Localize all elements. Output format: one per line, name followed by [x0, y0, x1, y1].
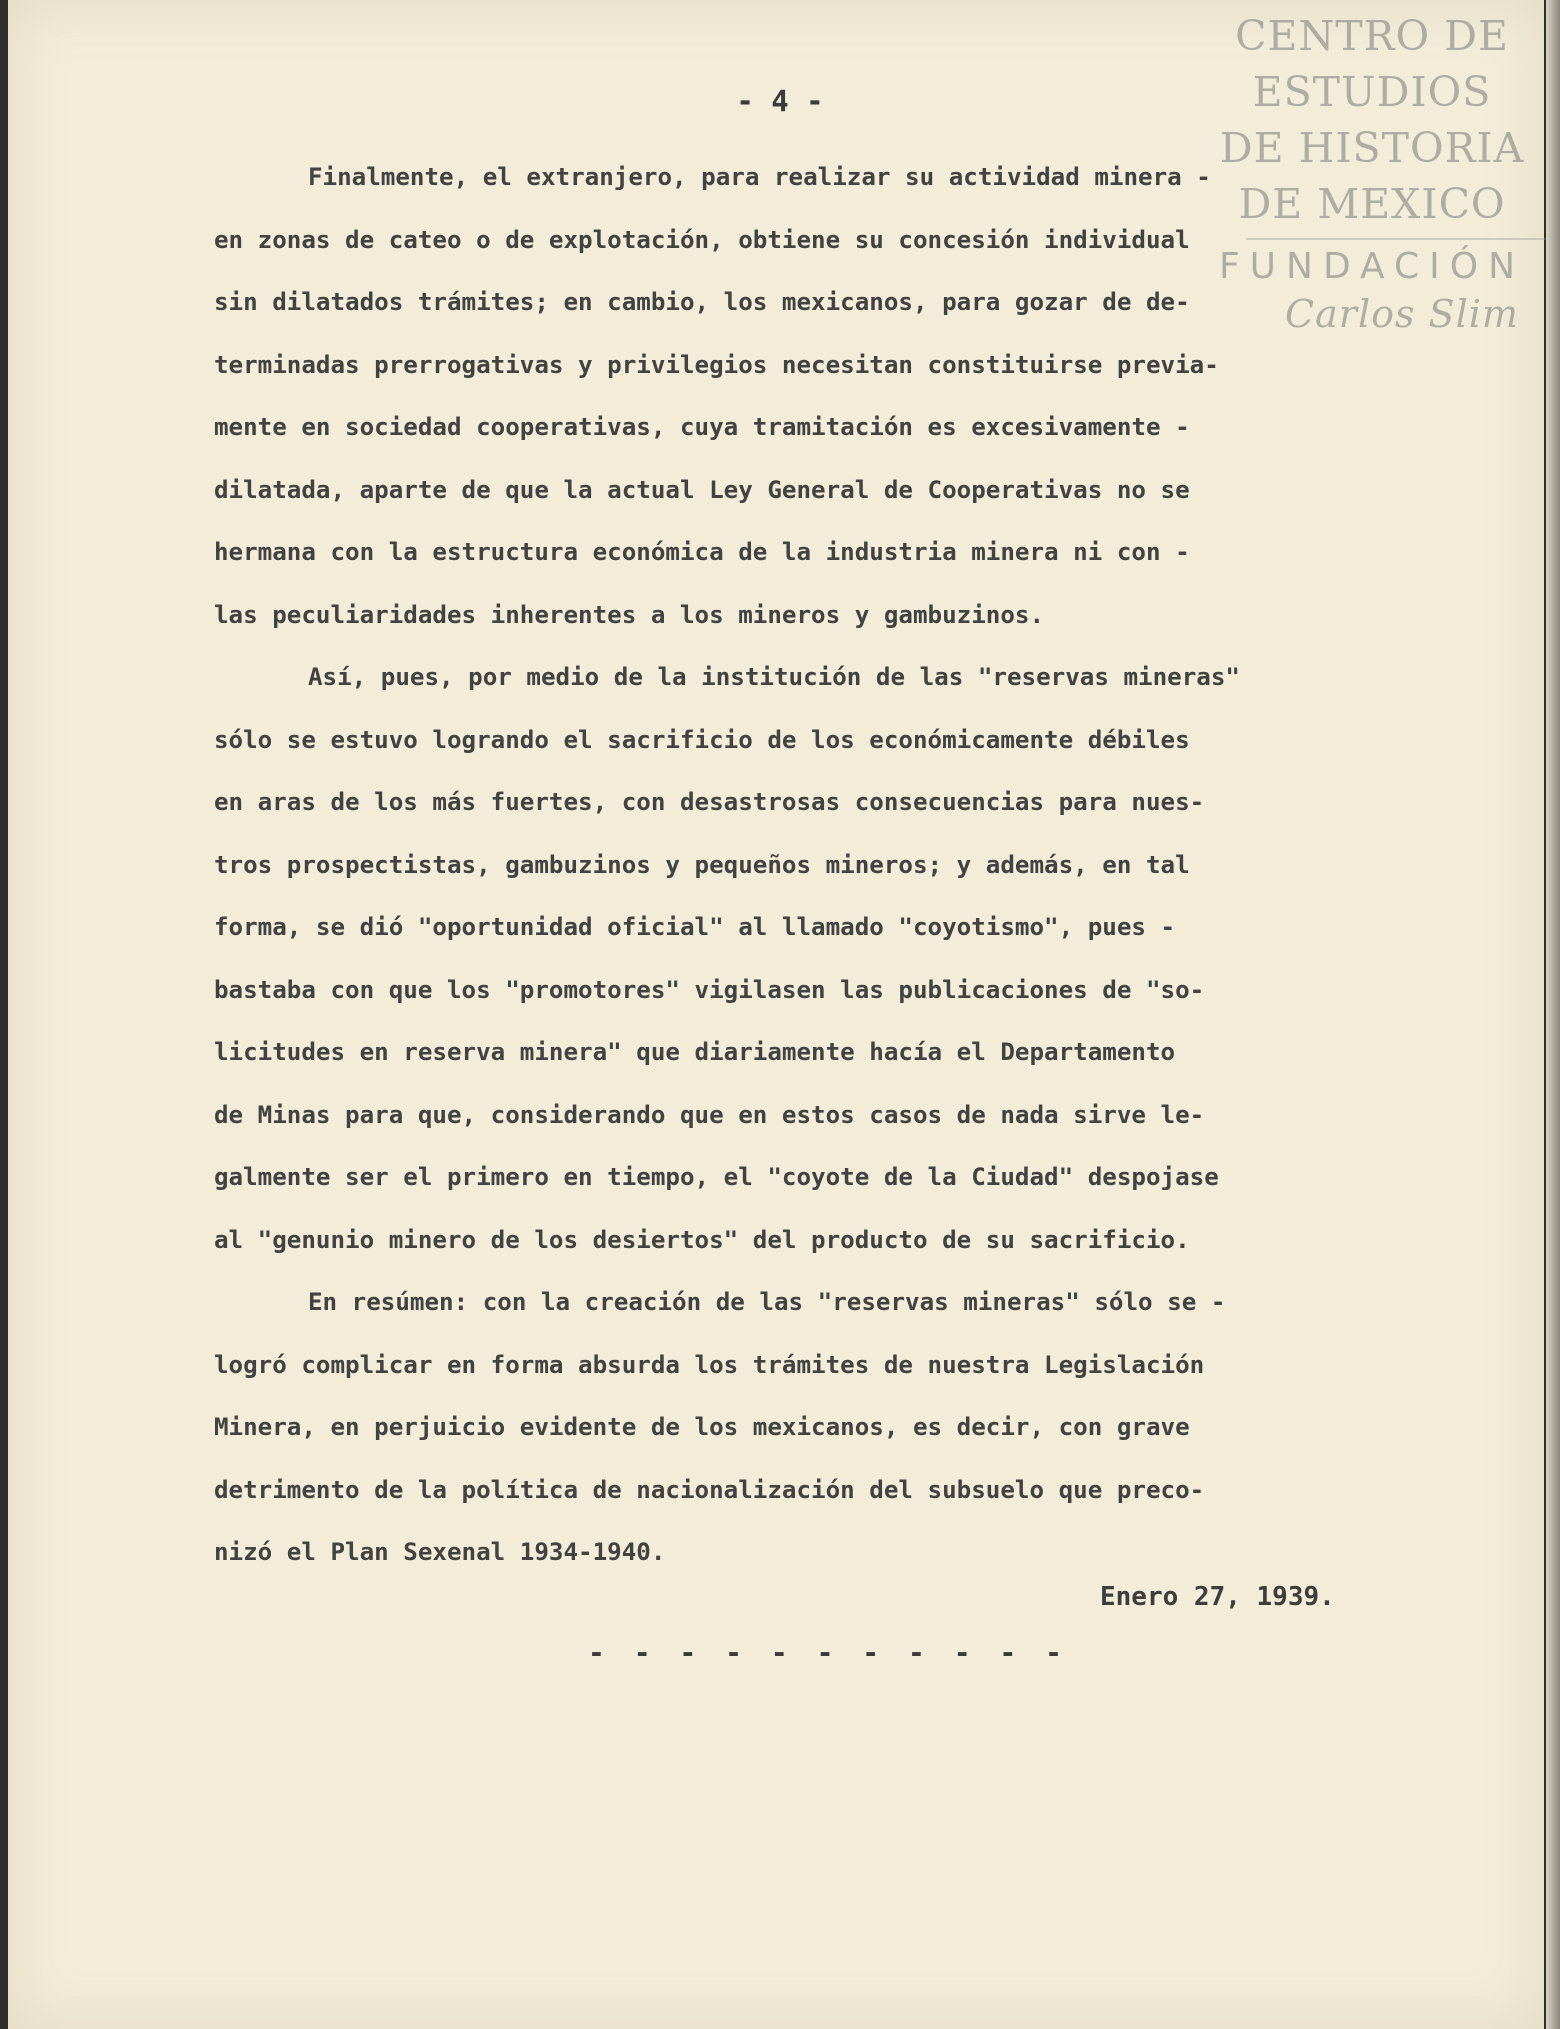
- text-line: bastaba con que los "promotores" vigilasen las publicaciones de "so-: [214, 975, 1205, 1004]
- text-line: Finalmente, el extranjero, para realizar su actividad minera -: [308, 163, 1211, 191]
- watermark-divider: [1246, 238, 1546, 240]
- text-line: Así, pues, por medio de la institución de las "reservas mineras": [308, 663, 1240, 691]
- document-body: [214, 146, 1482, 1584]
- text-line: En resúmen: con la creación de las "reservas mineras" sólo se -: [308, 1288, 1226, 1316]
- paragraph-3: [214, 1271, 1482, 1584]
- text-line: galmente ser el primero en tiempo, el "coyote de la Ciudad" despojase: [214, 1163, 1219, 1191]
- text-line: terminadas prerrogativas y privilegios necesitan constituirse previa-: [214, 350, 1219, 379]
- closing-dash-rule: - - - - - - - - - - -: [588, 1636, 1069, 1669]
- text-line: tros prospectistas, gambuzinos y pequeños mineros; y además, en tal: [214, 850, 1190, 879]
- text-line: hermana con la estructura económica de la industria minera ni con -: [214, 538, 1190, 566]
- text-line: en aras de los más fuertes, con desastrosas consecuencias para nues-: [214, 788, 1205, 816]
- text-line: al "genunio minero de los desiertos" del producto de su sacrificio.: [214, 1225, 1190, 1254]
- watermark-line: DE MEXICO: [1238, 180, 1506, 228]
- paragraph-2: [214, 646, 1482, 1271]
- text-line: detrimento de la política de nacionalización del subsuelo que preco-: [214, 1475, 1205, 1504]
- watermark-foundation: FUNDACIÓN: [1218, 246, 1526, 287]
- watermark-line: DE HISTORIA: [1219, 124, 1525, 172]
- text-line: sin dilatados trámites; en cambio, los mexicanos, para gozar de de-: [214, 288, 1190, 316]
- text-line: licitudes en reserva minera" que diariamente hacía el Departamento: [214, 1038, 1176, 1066]
- text-line: mente en sociedad cooperativas, cuya tramitación es excesivamente -: [214, 413, 1190, 441]
- watermark-line: ESTUDIOS: [1252, 68, 1492, 116]
- text-line: sólo se estuvo logrando el sacrificio de los económicamente débiles: [214, 725, 1190, 754]
- text-line: en zonas de cateo o de explotación, obtiene su concesión individual: [214, 225, 1190, 254]
- document-date: Enero 27, 1939.: [1100, 1582, 1335, 1612]
- text-line: logró complicar en forma absurda los trámites de nuestra Legislación: [214, 1350, 1205, 1379]
- text-line: nizó el Plan Sexenal 1934-1940.: [214, 1538, 666, 1566]
- text-line: forma, se dió "oportunidad oficial" al llamado "coyotismo", pues -: [214, 913, 1176, 941]
- archive-watermark: [1202, 8, 1542, 336]
- page-number: - 4 -: [736, 84, 824, 118]
- text-line: dilatada, aparte de que la actual Ley General de Cooperativas no se: [214, 475, 1190, 504]
- watermark-signature: Carlos Slim: [1285, 292, 1519, 336]
- text-line: de Minas para que, considerando que en estos casos de nada sirve le-: [214, 1100, 1205, 1129]
- page-edge: [1546, 0, 1560, 2029]
- watermark-line: CENTRO DE: [1235, 12, 1509, 60]
- text-line: las peculiaridades inherentes a los mineros y gambuzinos.: [214, 600, 1045, 629]
- text-line: Minera, en perjuicio evidente de los mexicanos, es decir, con grave: [214, 1413, 1190, 1441]
